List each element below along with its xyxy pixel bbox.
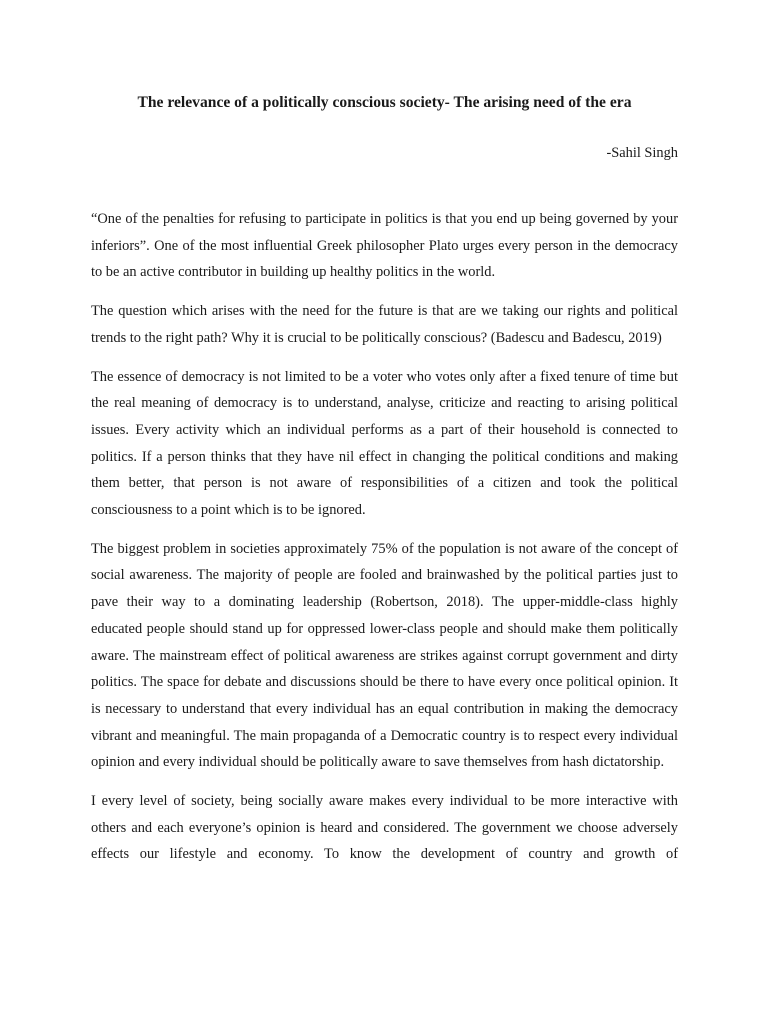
- author-byline: -Sahil Singh: [606, 145, 678, 161]
- paragraph-4: The biggest problem in societies approximately 75% of the population is not aware of the concept of social awareness. The majority of people are fooled and brainwashed by the political parties just to pave their way to a dominating leadership (Robertson, 2018). The upper-middle-class highly educated people should stand up for oppressed lower-class people and should make them politically aware. The mainstream effect of political awareness are strikes against corrupt government and dirty politics. The space for debate and discussions should be there to have every once political opinion. It is necessary to understand that every individual has an equal contribution in making the democracy vibrant and meaningful. The main propaganda of a Democratic country is to respect every individual opinion and every individual should be politically aware to save themselves from hash dictatorship.: [91, 540, 678, 771]
- paragraph-5: I every level of society, being socially aware makes every individual to be more interactive with others and each everyone’s opinion is heard and considered. The government we choose adversely effects our lifestyle and economy. To know the development of country and growth of: [91, 793, 678, 863]
- paragraph-1: “One of the penalties for refusing to participate in politics is that you end up being governed by your inferiors”. One of the most influential Greek philosopher Plato urges every person in the democracy to be an active contributor in building up healthy politics in the world.: [91, 211, 678, 281]
- document-title: The relevance of a politically conscious society- The arising need of the era: [137, 94, 632, 111]
- paragraph-2: The question which arises with the need for the future is that are we taking our rights and political trends to the right path? Why it is crucial to be politically conscious? (Badescu and Badescu, 2019): [91, 303, 678, 346]
- paragraph-3: The essence of democracy is not limited to be a voter who votes only after a fixed tenure of time but the real meaning of democracy is to understand, analyse, criticize and reacting to arising political issues. Every activity which an individual performs as a part of their household is connected to politics. If a person thinks that they have nil effect in changing the political conditions and making them better, that person is not aware of responsibilities of a citizen and took the political consciousness to a point which is to be ignored.: [91, 368, 678, 519]
- document-body: [91, 206, 678, 880]
